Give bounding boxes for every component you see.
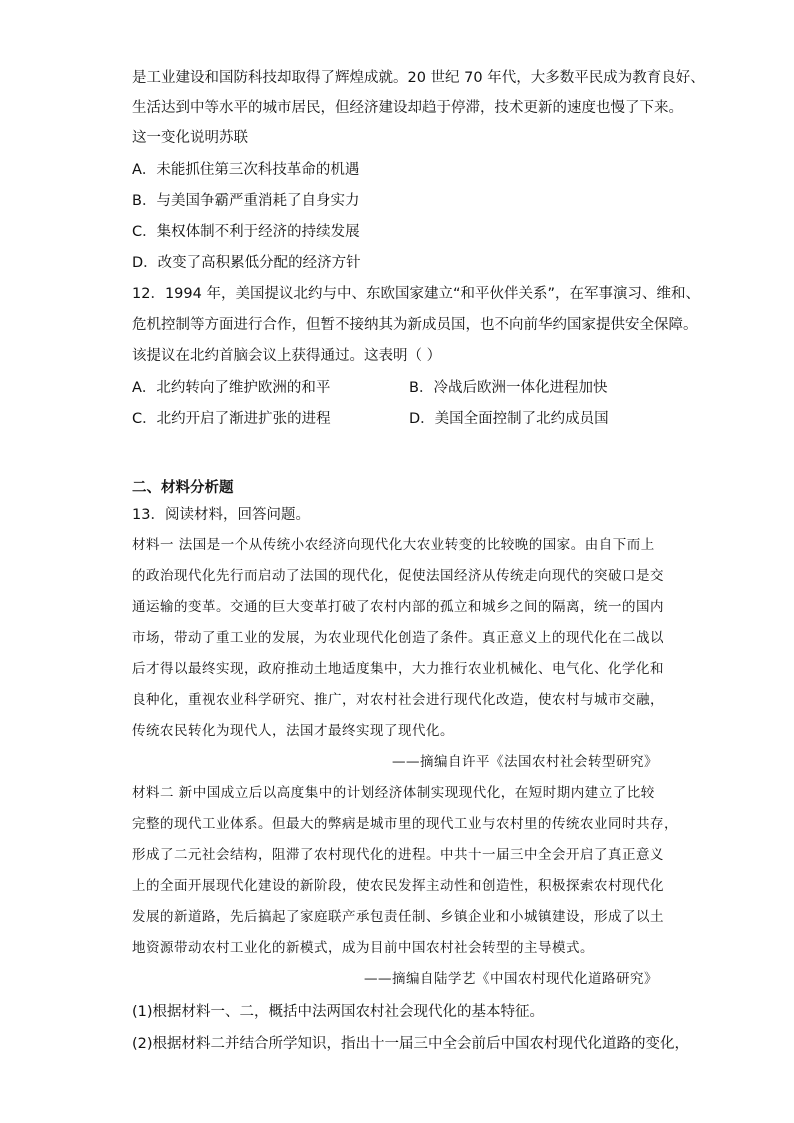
material2-line: 材料二 新中国成立后以高度集中的计划经济体制实现现代化，在短时期内建立了比较 xyxy=(132,785,655,801)
material1-line: 市场，带动了重工业的发展，为农业现代化创造了条件。真正意义上的现代化在二战以 xyxy=(132,630,664,646)
q12-stem-line-2: 危机控制等方面进行合作，但暂不接纳其为新成员国，也不向前华约国家提供安全保障。 xyxy=(132,317,698,333)
material2-line: 形成了二元社会结构，阻滞了农村现代化的进程。中共十一届三中全会开启了真正意义 xyxy=(132,847,664,863)
q12-stem-line-3: 该提议在北约首脑会议上获得通过。这表明（ ） xyxy=(132,348,442,364)
q12-option-a: A．北约转向了维护欧洲的和平 xyxy=(132,380,331,396)
section-heading: 二、材料分析题 xyxy=(132,480,234,496)
material2-line: 发展的新道路，先后搞起了家庭联产承包责任制、乡镇企业和小城镇建设，形成了以土 xyxy=(132,909,664,925)
q12-option-b: B．冷战后欧洲一体化进程加快 xyxy=(409,380,608,396)
material1-source: ——摘编自许平《法国农村社会转型研究》 xyxy=(392,754,658,770)
q13-intro: 13．阅读材料，回答问题。 xyxy=(132,507,310,523)
material1-line: 良种化，重视农业科学研究、推广，对农村社会进行现代化改造，使农村与城市交融， xyxy=(132,692,664,708)
q12-option-c: C．北约开启了渐进扩张的进程 xyxy=(132,411,331,427)
q11-option-c: C．集权体制不利于经济的持续发展 xyxy=(132,224,360,240)
q11-option-d: D．改变了高积累低分配的经济方针 xyxy=(132,255,361,271)
q11-option-b: B．与美国争霸严重消耗了自身实力 xyxy=(132,193,360,209)
subquestion-2: (2)根据材料二并结合所学知识，指出十一届三中全会前后中国农村现代化道路的变化， xyxy=(132,1036,690,1052)
material2-line: 上的全面开展现代化建设的新阶段，使农民发挥主动性和创造性，积极探索农村现代化 xyxy=(132,878,664,894)
q11-stem-line-2: 生活达到中等水平的城市居民，但经济建设却趋于停滞，技术更新的速度也慢了下来。 xyxy=(132,100,683,116)
material1-line: 后才得以最终实现，政府推动土地适度集中，大力推行农业机械化、电气化、化学化和 xyxy=(132,661,664,677)
material2-line: 地资源带动农村工业化的新模式，成为目前中国农村社会转型的主导模式。 xyxy=(132,940,594,956)
subquestion-1: (1)根据材料一、二，概括中法两国农村社会现代化的基本特征。 xyxy=(132,1004,545,1020)
material1-line: 通运输的变革。交通的巨大变革打破了农村内部的孤立和城乡之间的隔离，统一的国内 xyxy=(132,599,664,615)
material2-line: 完整的现代工业体系。但最大的弊病是城市里的现代工业与农村里的传统农业同时共存， xyxy=(132,816,678,832)
q12-stem-line-1: 12．1994 年，美国提议北约与中、东欧国家建立“和平伙伴关系”，在军事演习、维和、 xyxy=(132,286,700,302)
material1-line: 的政治现代化先行而启动了法国的现代化，促使法国经济从传统走向现代的突破口是交 xyxy=(132,568,664,584)
material1-line: 传统农民转化为现代人，法国才最终实现了现代化。 xyxy=(132,723,454,739)
q11-option-a: A．未能抓住第三次科技革命的机遇 xyxy=(132,162,360,178)
q11-stem-line-1: 是工业建设和国防科技却取得了辉煌成就。20 世纪 70 年代，大多数平民成为教育良好、 xyxy=(132,70,705,86)
q11-stem-line-3: 这一变化说明苏联 xyxy=(132,130,248,146)
material2-source: ——摘编自陆学艺《中国农村现代化道路研究》 xyxy=(364,971,658,987)
q12-option-d: D．美国全面控制了北约成员国 xyxy=(409,411,609,427)
material1-line: 材料一 法国是一个从传统小农经济向现代化大农业转变的比较晚的国家。由自下而上 xyxy=(132,537,655,553)
